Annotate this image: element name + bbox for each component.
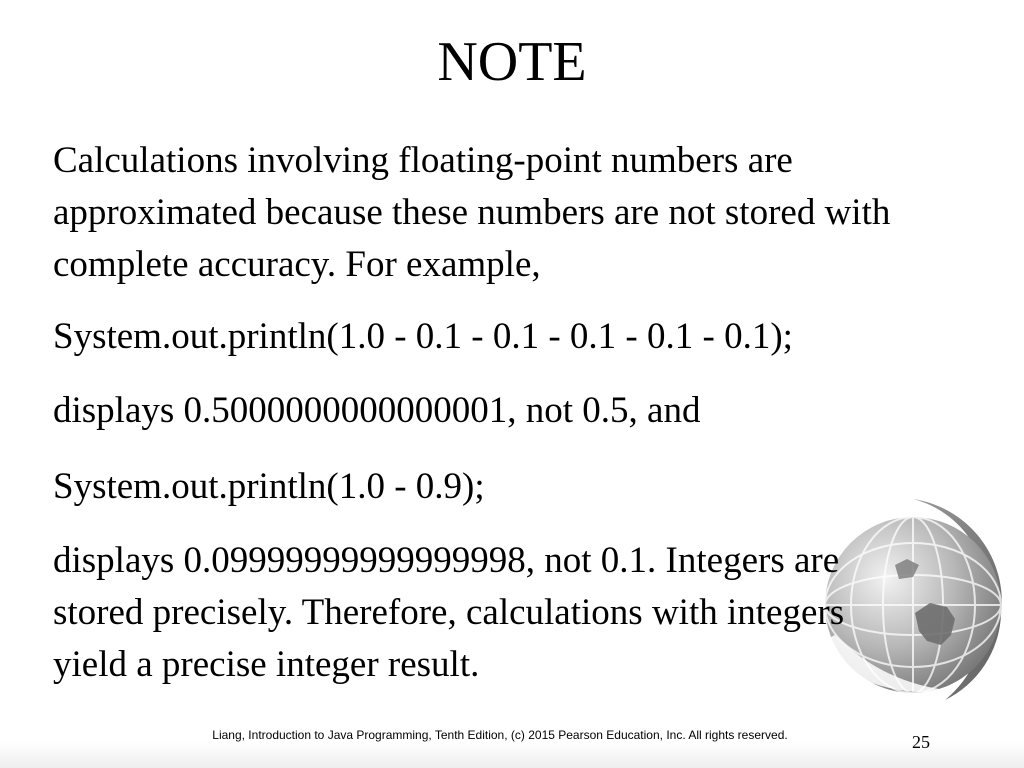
paragraph-line: yield a precise integer result.: [53, 644, 480, 685]
footer-credit: Liang, Introduction to Java Programming, Tenth Edition, (c) 2015 Pearson Education, Inc. All rights reserved.: [212, 728, 788, 742]
code-line-2: System.out.println(1.0 - 0.9);: [53, 466, 485, 507]
paragraph-line: displays 0.09999999999999998, not 0.1. Integers are: [53, 540, 840, 581]
slide-title: NOTE: [437, 31, 587, 93]
paragraph-intro: Calculations involving floating-point numbers are approximated because these numbers are not stored with complete accuracy. For example,: [53, 140, 891, 285]
paragraph-result-2: [53, 535, 983, 691]
code-line-1: System.out.println(1.0 - 0.1 - 0.1 - 0.1 - 0.1 - 0.1);: [53, 316, 793, 357]
footer-band: [0, 742, 1024, 768]
paragraph-result-1: displays 0.5000000000000001, not 0.5, and: [53, 390, 701, 431]
paragraph-line: stored precisely. Therefore, calculations with integers: [53, 592, 845, 633]
page-number: 25: [912, 732, 930, 752]
